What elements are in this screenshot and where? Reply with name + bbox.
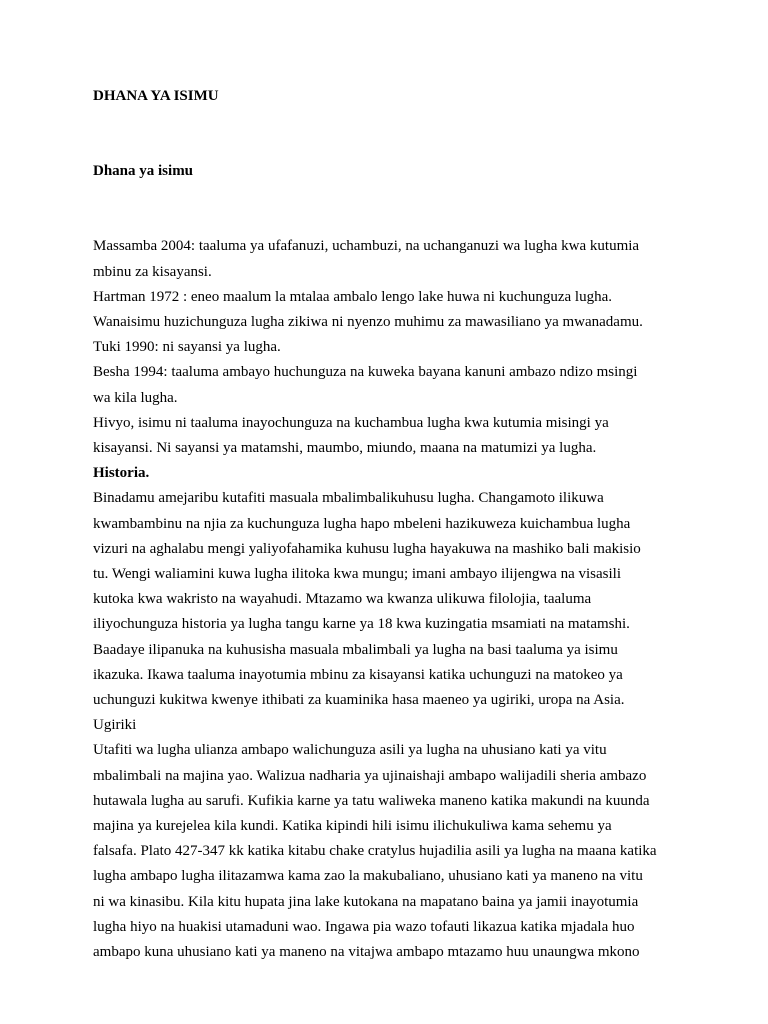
text-line: lugha hiyo na huakisi utamaduni wao. Ingawa pia wazo tofauti likazua katika mjadala huo: [93, 918, 635, 935]
text-line: mbinu za kisayansi.: [93, 263, 212, 280]
text-line: mbalimbali na majina yao. Walizua nadharia ya ujinaishaji ambapo walijadili sheria ambazo: [93, 767, 647, 784]
text-line: Tuki 1990: ni sayansi ya lugha.: [93, 339, 281, 356]
document-title: DHANA YA ISIMU: [93, 88, 219, 104]
text-line: Hivyo, isimu ni taaluma inayochunguza na kuchambua lugha kwa kutumia misingi ya: [93, 414, 609, 431]
text-line: kwambambinu na njia za kuchunguza lugha hapo mbeleni hazikuweza kuichambua lugha: [93, 515, 631, 532]
text-line: uchunguzi kukitwa kwenye ithibati za kuaminika hasa maeneo ya ugiriki, uropa na Asia.: [93, 692, 625, 709]
text-line: falsafa. Plato 427-347 kk katika kitabu chake cratylus hujadilia asili ya lugha na maana katika: [93, 843, 657, 860]
section-heading-historia: Historia.: [93, 465, 150, 482]
text-line: Binadamu amejaribu kutafiti masuala mbalimbalikuhusu lugha. Changamoto ilikuwa: [93, 490, 604, 507]
text-line: Baadaye ilipanuka na kuhusisha masuala mbalimbali ya lugha na basi taaluma ya isimu: [93, 641, 618, 658]
document-body: [93, 84, 693, 965]
text-line: ambapo kuna uhusiano kati ya maneno na vitajwa ambapo mtazamo huu unaungwa mkono: [93, 944, 640, 961]
text-line: lugha ambapo lugha ilitazamwa kama zao la makubaliano, uhusiano kati ya maneno na vitu: [93, 868, 643, 885]
section-heading: Dhana ya isimu: [93, 163, 194, 180]
section-label-ugiriki: Ugiriki: [93, 717, 137, 734]
text-line: Besha 1994: taaluma ambayo huchunguza na kuweka bayana kanuni ambazo ndizo msingi: [93, 364, 638, 381]
paragraph-block: [93, 234, 693, 965]
text-line: tu. Wengi waliamini kuwa lugha ilitoka kwa mungu; imani ambayo ilijengwa na visasili: [93, 566, 622, 583]
text-line: wa kila lugha.: [93, 389, 178, 406]
text-line: Utafiti wa lugha ulianza ambapo walichunguza asili ya lugha na uhusiano kati ya vitu: [93, 742, 607, 759]
text-line: kutoka kwa wakristo na wayahudi. Mtazamo wa kwanza ulikuwa filolojia, taaluma: [93, 591, 592, 608]
text-line: hutawala lugha au sarufi. Kufikia karne ya tatu waliweka maneno katika makundi na kuunda: [93, 792, 650, 809]
text-line: vizuri na aghalabu mengi yaliyofahamika kuhusu lugha hayakuwa na mashiko bali makisio: [93, 540, 641, 557]
text-line: Hartman 1972 : eneo maalum la mtalaa ambalo lengo lake huwa ni kuchunguza lugha.: [93, 288, 612, 305]
text-line: majina ya kurejelea kila kundi. Katika kipindi hili isimu ilichukuliwa kama sehemu ya: [93, 818, 612, 835]
text-line: ikazuka. Ikawa taaluma inayotumia mbinu za kisayansi katika uchunguzi na matokeo ya: [93, 666, 623, 683]
text-line: iliyochunguza historia ya lugha tangu karne ya 18 kwa kuzingatia msamiati na matamshi.: [93, 616, 630, 633]
text-line: kisayansi. Ni sayansi ya matamshi, maumbo, miundo, maana na matumizi ya lugha.: [93, 440, 597, 457]
text-line: Wanaisimu huzichunguza lugha zikiwa ni nyenzo muhimu za mawasiliano ya mwanadamu.: [93, 314, 643, 331]
text-line: ni wa kinasibu. Kila kitu hupata jina lake kutokana na mapatano baina ya jamii inayotumia: [93, 893, 639, 910]
text-line: Massamba 2004: taaluma ya ufafanuzi, uchambuzi, na uchanganuzi wa lugha kwa kutumia: [93, 238, 640, 255]
